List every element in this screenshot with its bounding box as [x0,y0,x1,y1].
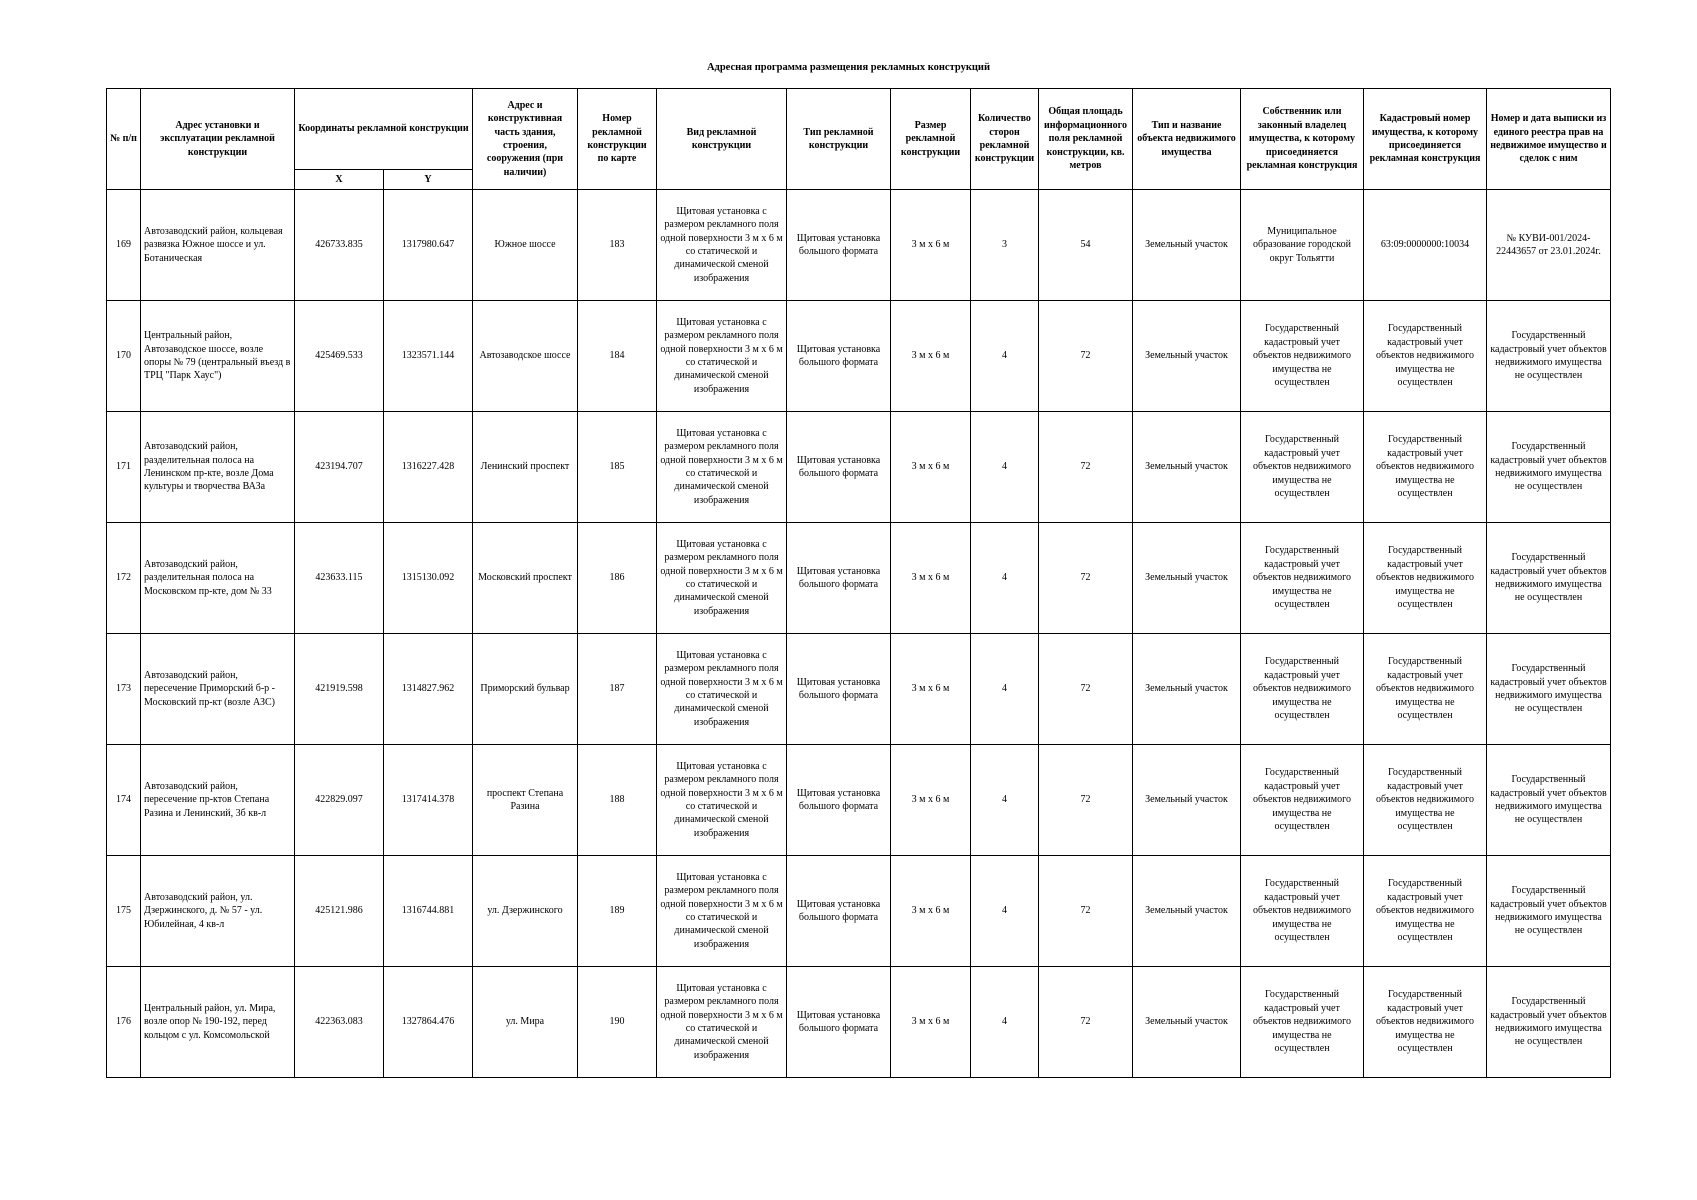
cell-building: Южное шоссе [473,190,578,301]
cell-num: 176 [107,967,141,1078]
cell-area: 72 [1039,523,1133,634]
cell-x: 423194.707 [295,412,384,523]
cell-property: Земельный участок [1133,967,1241,1078]
cell-owner: Государственный кадастровый учет объектов недвижимого имущества не осуществлен [1241,412,1364,523]
cell-registry: Государственный кадастровый учет объектов недвижимого имущества не осуществлен [1487,412,1611,523]
cell-x: 425469.533 [295,301,384,412]
cell-map-number: 185 [578,412,657,523]
cell-size: 3 м х 6 м [891,856,971,967]
cell-kind: Щитовая установка с размером рекламного поля одной поверхности 3 м х 6 м со статической и динамической сменой изображения [657,301,787,412]
table-row [107,856,1611,967]
cell-map-number: 183 [578,190,657,301]
cell-address: Автозаводский район, разделительная полоса на Московском пр-кте, дом № 33 [141,523,295,634]
cell-cadastral: Государственный кадастровый учет объектов недвижимого имущества не осуществлен [1364,745,1487,856]
cell-num: 174 [107,745,141,856]
cell-address: Автозаводский район, разделительная полоса на Ленинском пр-кте, возле Дома культуры и творчества ВАЗа [141,412,295,523]
cell-cadastral: Государственный кадастровый учет объектов недвижимого имущества не осуществлен [1364,634,1487,745]
cell-type: Щитовая установка большого формата [787,412,891,523]
header-type: Тип рекламной конструкции [787,89,891,190]
cell-kind: Щитовая установка с размером рекламного поля одной поверхности 3 м х 6 м со статической и динамической сменой изображения [657,634,787,745]
cell-map-number: 189 [578,856,657,967]
cell-sides: 4 [971,412,1039,523]
cell-cadastral: Государственный кадастровый учет объектов недвижимого имущества не осуществлен [1364,856,1487,967]
cell-y: 1317414.378 [384,745,473,856]
cell-type: Щитовая установка большого формата [787,523,891,634]
cell-registry: Государственный кадастровый учет объектов недвижимого имущества не осуществлен [1487,634,1611,745]
header-address: Адрес установки и эксплуатации рекламной конструкции [141,89,295,190]
cell-size: 3 м х 6 м [891,745,971,856]
cell-registry: Государственный кадастровый учет объектов недвижимого имущества не осуществлен [1487,856,1611,967]
cell-area: 72 [1039,634,1133,745]
cell-size: 3 м х 6 м [891,634,971,745]
cell-sides: 4 [971,856,1039,967]
cell-owner: Муниципальное образование городской округ Тольятти [1241,190,1364,301]
cell-type: Щитовая установка большого формата [787,745,891,856]
cell-building: Автозаводское шоссе [473,301,578,412]
cell-size: 3 м х 6 м [891,412,971,523]
cell-type: Щитовая установка большого формата [787,301,891,412]
cell-cadastral: Государственный кадастровый учет объектов недвижимого имущества не осуществлен [1364,523,1487,634]
header-map-number: Номер рекламной конструкции по карте [578,89,657,190]
cell-building: ул. Дзержинского [473,856,578,967]
table-row [107,412,1611,523]
cell-property: Земельный участок [1133,745,1241,856]
cell-kind: Щитовая установка с размером рекламного поля одной поверхности 3 м х 6 м со статической и динамической сменой изображения [657,412,787,523]
cell-registry: № КУВИ-001/2024-22443657 от 23.01.2024г. [1487,190,1611,301]
cell-map-number: 186 [578,523,657,634]
cell-address: Центральный район, Автозаводское шоссе, возле опоры № 79 (центральный въезд в ТРЦ "Парк Хаус") [141,301,295,412]
cell-building: Московский проспект [473,523,578,634]
cell-area: 54 [1039,190,1133,301]
cell-property: Земельный участок [1133,634,1241,745]
cell-size: 3 м х 6 м [891,523,971,634]
cell-map-number: 190 [578,967,657,1078]
cell-address: Автозаводский район, ул. Дзержинского, д. № 57 - ул. Юбилейная, 4 кв-л [141,856,295,967]
cell-registry: Государственный кадастровый учет объектов недвижимого имущества не осуществлен [1487,301,1611,412]
document-title: Адресная программа размещения рекламных конструкций [706,62,991,73]
table-row [107,190,1611,301]
cell-type: Щитовая установка большого формата [787,967,891,1078]
cell-registry: Государственный кадастровый учет объектов недвижимого имущества не осуществлен [1487,967,1611,1078]
cell-x: 426733.835 [295,190,384,301]
cell-x: 423633.115 [295,523,384,634]
cell-sides: 4 [971,301,1039,412]
header-size: Размер рекламной конструкции [891,89,971,190]
cell-num: 175 [107,856,141,967]
cell-kind: Щитовая установка с размером рекламного поля одной поверхности 3 м х 6 м со статической и динамической сменой изображения [657,745,787,856]
cell-property: Земельный участок [1133,856,1241,967]
header-cadastral: Кадастровый номер имущества, к которому присоединяется рекламная конструкция [1364,89,1487,190]
header-num: № п/п [107,89,141,190]
cell-sides: 4 [971,967,1039,1078]
cell-type: Щитовая установка большого формата [787,634,891,745]
cell-owner: Государственный кадастровый учет объектов недвижимого имущества не осуществлен [1241,523,1364,634]
cell-y: 1316744.881 [384,856,473,967]
cell-cadastral: Государственный кадастровый учет объектов недвижимого имущества не осуществлен [1364,301,1487,412]
table-row [107,523,1611,634]
cell-x: 422829.097 [295,745,384,856]
header-x: X [295,170,384,190]
cell-size: 3 м х 6 м [891,301,971,412]
cell-kind: Щитовая установка с размером рекламного поля одной поверхности 3 м х 6 м со статической и динамической сменой изображения [657,523,787,634]
cell-size: 3 м х 6 м [891,190,971,301]
header-coords: Координаты рекламной конструкции [295,89,473,170]
cell-area: 72 [1039,745,1133,856]
cell-property: Земельный участок [1133,301,1241,412]
cell-area: 72 [1039,856,1133,967]
cell-address: Автозаводский район, кольцевая развязка Южное шоссе и ул. Ботаническая [141,190,295,301]
cell-kind: Щитовая установка с размером рекламного поля одной поверхности 3 м х 6 м со статической и динамической сменой изображения [657,190,787,301]
cell-owner: Государственный кадастровый учет объектов недвижимого имущества не осуществлен [1241,634,1364,745]
cell-owner: Государственный кадастровый учет объектов недвижимого имущества не осуществлен [1241,745,1364,856]
cell-num: 169 [107,190,141,301]
cell-num: 173 [107,634,141,745]
cell-sides: 3 [971,190,1039,301]
cell-owner: Государственный кадастровый учет объектов недвижимого имущества не осуществлен [1241,301,1364,412]
header-owner: Собственник или законный владелец имущества, к которому присоединяется рекламная конструкция [1241,89,1364,190]
cell-property: Земельный участок [1133,412,1241,523]
cell-area: 72 [1039,967,1133,1078]
header-registry: Номер и дата выписки из единого реестра прав на недвижимое имущество и сделок с ним [1487,89,1611,190]
cell-kind: Щитовая установка с размером рекламного поля одной поверхности 3 м х 6 м со статической и динамической сменой изображения [657,967,787,1078]
cell-y: 1327864.476 [384,967,473,1078]
cell-area: 72 [1039,301,1133,412]
table-row [107,301,1611,412]
cell-y: 1317980.647 [384,190,473,301]
cell-property: Земельный участок [1133,190,1241,301]
cell-type: Щитовая установка большого формата [787,856,891,967]
advertising-program-table [106,88,1611,1078]
cell-building: Ленинский проспект [473,412,578,523]
table-row [107,634,1611,745]
cell-building: ул. Мира [473,967,578,1078]
cell-area: 72 [1039,412,1133,523]
cell-type: Щитовая установка большого формата [787,190,891,301]
cell-map-number: 188 [578,745,657,856]
cell-building: проспект Степана Разина [473,745,578,856]
header-area: Общая площадь информационного поля рекламной конструкции, кв. метров [1039,89,1133,190]
cell-y: 1316227.428 [384,412,473,523]
cell-map-number: 184 [578,301,657,412]
cell-size: 3 м х 6 м [891,967,971,1078]
header-y: Y [384,170,473,190]
header-sides: Количество сторон рекламной конструкции [971,89,1039,190]
cell-building: Приморский бульвар [473,634,578,745]
header-kind: Вид рекламной конструкции [657,89,787,190]
cell-sides: 4 [971,745,1039,856]
cell-x: 421919.598 [295,634,384,745]
cell-cadastral: 63:09:0000000:10034 [1364,190,1487,301]
cell-x: 422363.083 [295,967,384,1078]
cell-sides: 4 [971,523,1039,634]
header-building: Адрес и конструктивная часть здания, строения, сооружения (при наличии) [473,89,578,190]
cell-registry: Государственный кадастровый учет объектов недвижимого имущества не осуществлен [1487,523,1611,634]
cell-owner: Государственный кадастровый учет объектов недвижимого имущества не осуществлен [1241,967,1364,1078]
cell-sides: 4 [971,634,1039,745]
cell-y: 1315130.092 [384,523,473,634]
cell-address: Автозаводский район, пересечение пр-ктов Степана Разина и Ленинский, 3б кв-л [141,745,295,856]
cell-address: Автозаводский район, пересечение Приморский б-р - Московский пр-кт (возле АЗС) [141,634,295,745]
cell-num: 171 [107,412,141,523]
cell-property: Земельный участок [1133,523,1241,634]
cell-y: 1323571.144 [384,301,473,412]
cell-owner: Государственный кадастровый учет объектов недвижимого имущества не осуществлен [1241,856,1364,967]
cell-map-number: 187 [578,634,657,745]
header-row [107,89,1611,170]
cell-x: 425121.986 [295,856,384,967]
table-row [107,967,1611,1078]
cell-registry: Государственный кадастровый учет объектов недвижимого имущества не осуществлен [1487,745,1611,856]
cell-num: 170 [107,301,141,412]
table-row [107,745,1611,856]
header-property: Тип и название объекта недвижимого имущества [1133,89,1241,190]
cell-kind: Щитовая установка с размером рекламного поля одной поверхности 3 м х 6 м со статической и динамической сменой изображения [657,856,787,967]
cell-cadastral: Государственный кадастровый учет объектов недвижимого имущества не осуществлен [1364,412,1487,523]
cell-address: Центральный район, ул. Мира, возле опор № 190-192, перед кольцом с ул. Комсомольской [141,967,295,1078]
cell-y: 1314827.962 [384,634,473,745]
cell-cadastral: Государственный кадастровый учет объектов недвижимого имущества не осуществлен [1364,967,1487,1078]
cell-num: 172 [107,523,141,634]
